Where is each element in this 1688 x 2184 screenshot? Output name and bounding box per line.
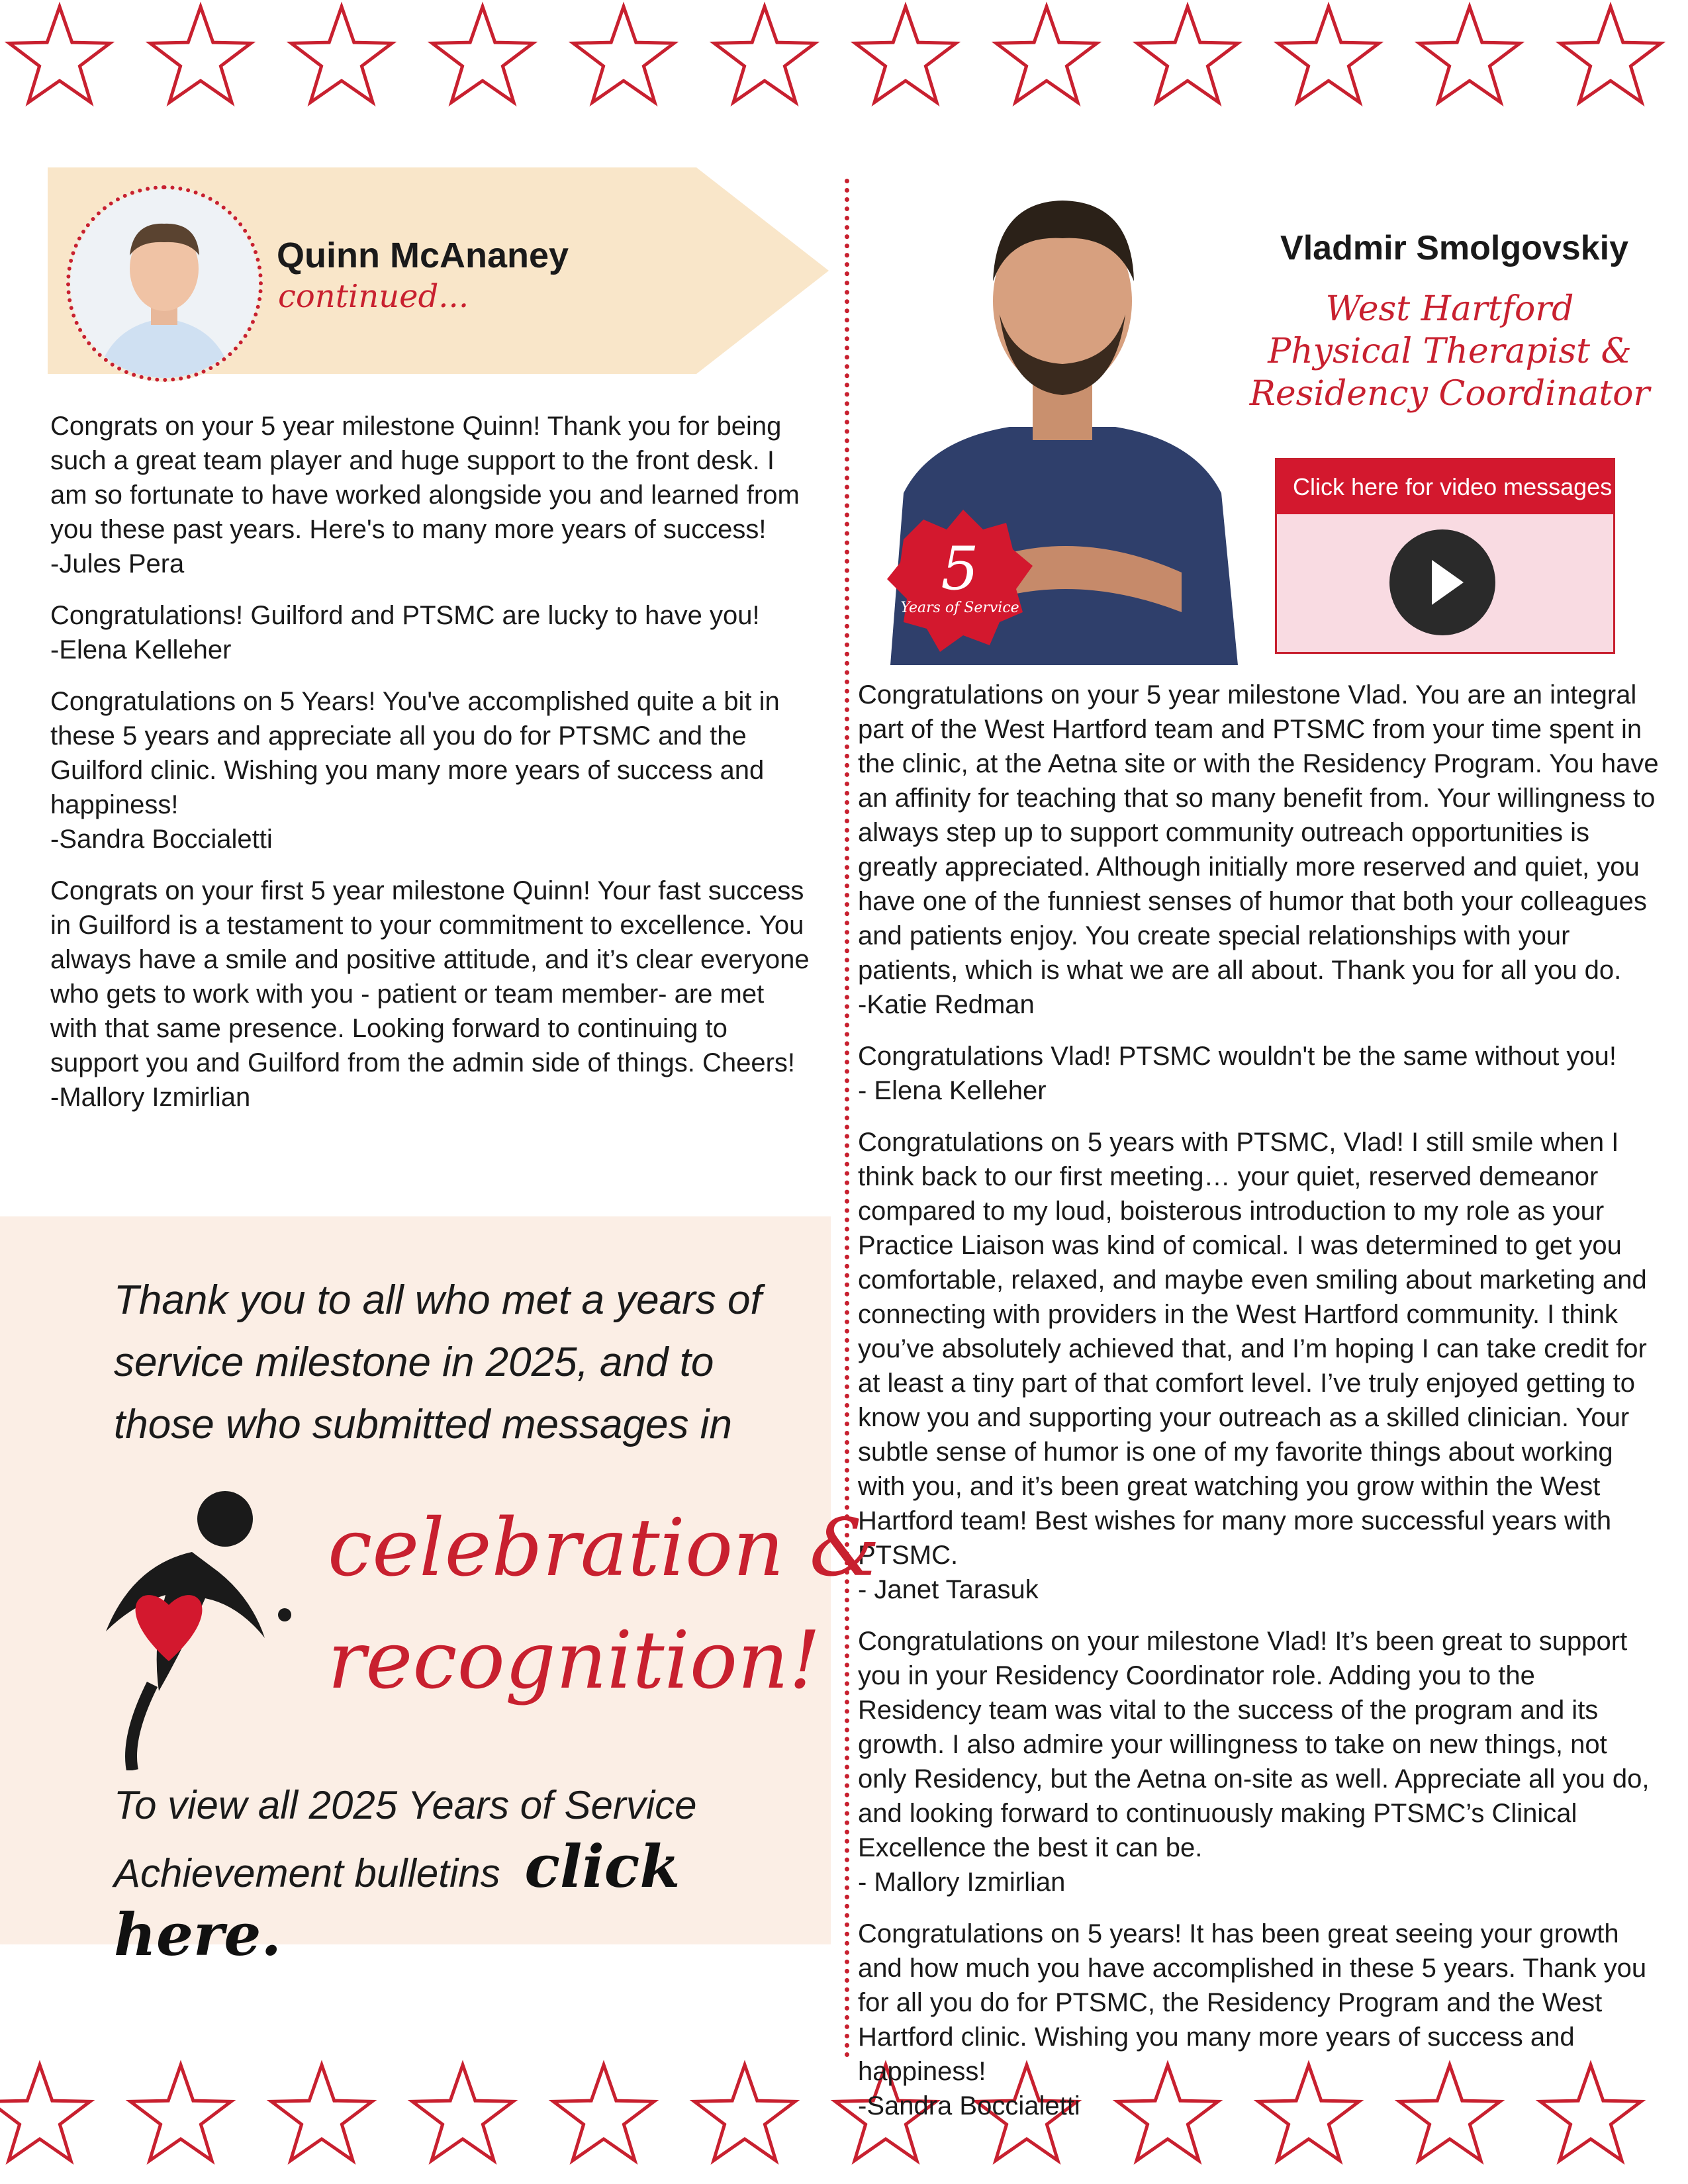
vlad-messages xyxy=(858,678,1662,2140)
video-messages-link[interactable] xyxy=(1275,458,1615,654)
message-signature: -Katie Redman xyxy=(858,990,1035,1019)
message-signature: -Sandra Boccialetti xyxy=(858,2091,1080,2120)
message xyxy=(858,1624,1662,1899)
message-signature: -Jules Pera xyxy=(50,549,185,578)
message-text: Congratulations on 5 years! It has been great seeing your growth and how much you have accomplished in these 5 years. Thank you for all you do for PTSMC, the Residency Program and the West Hartford clinic. Wishing you many more years of success and happiness! xyxy=(858,1919,1647,2086)
message xyxy=(50,598,818,667)
message-text: Congrats on your 5 year milestone Quinn! Thank you for being such a great team player and huge support to the front desk. I am so fortunate to have worked alongside you and learned from you these past years. Here's to many more years of success! xyxy=(50,412,800,544)
message xyxy=(858,678,1662,1022)
quinn-avatar xyxy=(66,185,263,382)
message-signature: - Elena Kelleher xyxy=(858,1076,1047,1105)
vlad-title xyxy=(1244,288,1655,415)
star-icon xyxy=(9,7,110,103)
star-icon xyxy=(412,2065,513,2161)
message xyxy=(858,1917,1662,2123)
badge-number: 5 xyxy=(941,534,979,604)
star-icon xyxy=(1560,7,1661,103)
message-signature: -Mallory Izmirlian xyxy=(50,1083,251,1112)
message xyxy=(858,1039,1662,1108)
star-icon xyxy=(1278,7,1379,103)
star-icon xyxy=(694,2065,795,2161)
message-text: Congratulations! Guilford and PTSMC are lucky to have you! xyxy=(50,601,760,630)
message-signature: - Mallory Izmirlian xyxy=(858,1868,1066,1897)
recognition-script: recognition! xyxy=(328,1615,821,1707)
star-icon xyxy=(150,7,251,103)
column-divider xyxy=(845,179,849,2058)
star-icon xyxy=(573,7,674,103)
top-star-border xyxy=(0,0,1688,119)
message-text: Congrats on your first 5 year milestone Quinn! Your fast success in Guilford is a testament to your commitment to excellence. You always have a smile and positive attitude, and it’s clear everyone who gets to work with you - patient or team member- are met with that same presence. Looking forward to continuing to support you and Guilford from the admin side of things. Cheers! xyxy=(50,876,810,1077)
message-text: Congratulations Vlad! PTSMC wouldn't be the same without you! xyxy=(858,1042,1617,1071)
thanks-text: Thank you to all who met a years of service milestone in 2025, and to those who submitted messages in xyxy=(114,1277,762,1447)
click-here-link[interactable]: click here. xyxy=(114,1832,680,1969)
star-border-svg xyxy=(0,0,1688,119)
star-icon xyxy=(0,2065,90,2161)
star-icon xyxy=(553,2065,654,2161)
vlad-title-line: West Hartford xyxy=(1325,289,1574,329)
runner-heart-logo xyxy=(53,1473,305,1770)
star-icon xyxy=(1419,7,1520,103)
star-icon xyxy=(432,7,533,103)
vlad-name: Vladmir Smolgovskiy xyxy=(1280,229,1628,267)
vlad-photo xyxy=(877,149,1248,665)
message-text: Congratulations on 5 years with PTSMC, Vlad! I still smile when I think back to our first meeting… your quiet, reserved demeanor compared to my loud, boisterous introduction to my role as your Practice Liaison was kind of comical. I was determined to get you comfortable, relaxed, and maybe even smiling about marketing and connecting with providers in the West Hartford community. I think you’ve absolutely achieved that, and I’m hoping I can take credit for at least a tiny part of that comfort level. I’ve truly enjoyed getting to know you and supporting your outreach as a skilled clinician. Your subtle sense of humor is one of my favorite things about working with you, and it’s been great watching you grow within the West Hartford team! Best wishes for many more successful years with PTSMC. xyxy=(858,1128,1647,1570)
message-text: Congratulations on your milestone Vlad! It’s been great to support you in your Residency Coordinator role. Adding you to the Residency team was vital to the success of the program and its growth. I also admire your willingness to take on new things, not only Residency, but the Aetna on-site as well. Appreciate all you do, and looking forward to continuously making PTSMC’s Clinical Excellence the best it can be. xyxy=(858,1627,1650,1862)
message-text: Congratulations on your 5 year milestone Vlad. You are an integral part of the West Hartford team and PTSMC from your time spent in the clinic, at the Aetna site or with the Residency Program. You have an affinity for teaching that so many benefit from. Your willingness to always step up to support community outreach opportunities is greatly appreciated. Although initially more reserved and quiet, you have one of the funniest senses of humor that both your colleagues and patients enjoy. You create special relationships with your patients, which is what we are all about. Thank you for all you do. xyxy=(858,680,1659,985)
message-text: Congratulations on 5 Years! You've accomplished quite a bit in these 5 years and appreciate all you do for PTSMC and the Guilford clinic. Wishing you many more years of success and happiness! xyxy=(50,687,780,819)
message xyxy=(50,409,818,581)
message-signature: -Elena Kelleher xyxy=(50,635,232,664)
play-icon[interactable] xyxy=(1389,529,1495,635)
message-signature: -Sandra Boccialetti xyxy=(50,825,273,854)
star-icon xyxy=(271,2065,372,2161)
view-bulletins-text xyxy=(114,1775,829,1972)
star-icon xyxy=(996,7,1097,103)
quinn-name: Quinn McAnaney xyxy=(277,236,569,275)
star-icon xyxy=(714,7,815,103)
vlad-title-line: Residency Coordinator xyxy=(1249,374,1650,414)
vlad-title-line: Physical Therapist & xyxy=(1268,332,1632,371)
quinn-continued: continued... xyxy=(278,278,469,315)
star-icon xyxy=(130,2065,231,2161)
badge-label: Years of Service xyxy=(900,600,1019,616)
message xyxy=(858,1125,1662,1607)
view-bulletins-label: To view all 2025 Years of Service Achievement bulletins xyxy=(114,1783,697,1895)
quinn-messages xyxy=(50,409,818,1132)
video-messages-label: Click here for video messages xyxy=(1277,460,1613,514)
celebration-script: celebration & xyxy=(328,1502,880,1594)
star-icon xyxy=(1137,7,1238,103)
message xyxy=(50,684,818,856)
star-icon xyxy=(855,7,956,103)
star-icon xyxy=(291,7,392,103)
message xyxy=(50,874,818,1115)
message-signature: - Janet Tarasuk xyxy=(858,1575,1039,1604)
